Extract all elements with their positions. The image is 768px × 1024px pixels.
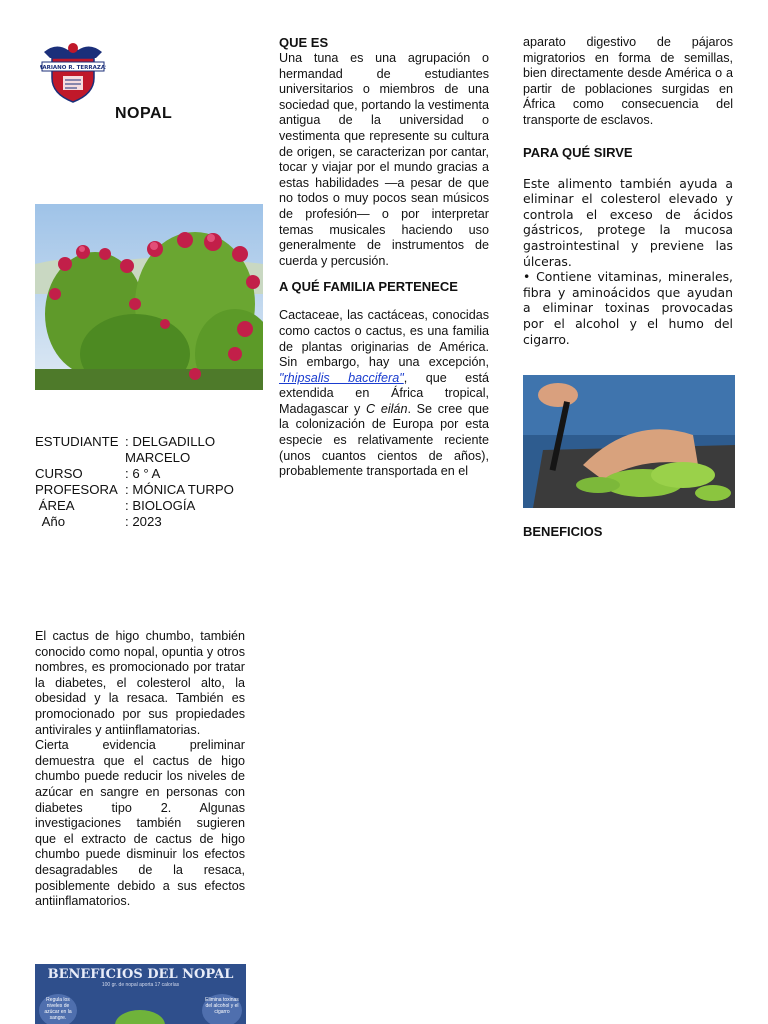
heading-para-que-sirve: PARA QUÉ SIRVE	[523, 144, 633, 160]
poster-title: BENEFICIOS DEL NOPAL	[47, 967, 234, 982]
poster-bubble-right: Elimina toxinas del alcohol y el cigarro	[202, 994, 242, 1024]
intro-paragraph-1: El cactus de higo chumbo, también conocido como nopal, opuntia y otros nombres, es promocionado por tratar la diabetes, el colesterol alto, la obesidad y la resaca. También es promocionado por sus propiedades antivirales y antiinflamatorias.	[35, 629, 245, 737]
heading-que-es: QUE ES	[279, 35, 329, 50]
cactus-photo	[35, 204, 263, 390]
intro-text	[35, 629, 245, 910]
benefits-poster	[35, 964, 246, 1024]
familia-continuation: aparato digestivo de pájaros migratorios en forma de semillas, bien directamente desde América o a partir de poblaciones surgidas en África como consecuencia del transporte de esclavos.	[523, 35, 733, 127]
cutting-nopal-photo	[523, 375, 735, 508]
svg-text:MARIANO R. TERRAZAS: MARIANO R. TERRAZAS	[40, 65, 106, 71]
poster-subtitle: 100 gr. de nopal aporta 17 calorías	[101, 982, 180, 988]
column-3	[523, 35, 733, 347]
poster-nopal-icon	[115, 1010, 165, 1024]
intro-paragraph-2: Cierta evidencia preliminar demuestra que el cactus de higo chumbo puede reducir los niveles de azúcar en sangre en personas con diabetes tipo 2. Algunas investigaciones también sugieren que el extracto de cactus de higo chumbo puede disminuir los efectos desagradables de la resaca, posiblemente debido a sus efectos antiinflamatorios.	[35, 738, 245, 909]
que-es-paragraph: Una tuna es una agrupación o hermandad de estudiantes universitarios o miembros de una sociedad que, portando la vestimenta antigua de la universidad o vestimenta que represente su cultura de origen, se caracterizan por cantar, tocar y viajar por el mundo gracias a estas habilidades —a pesar de que no todos o muy pocos sean músicos de profesión— o por interpretar temas musicales haciendo uso generalmente de instrumentos de cuerda y percusión.	[279, 51, 489, 268]
school-crest-icon	[40, 36, 106, 104]
rhipsalis-link[interactable]: "rhipsalis baccifera"	[279, 370, 404, 385]
heading-beneficios: BENEFICIOS	[523, 524, 603, 539]
column-2	[279, 35, 489, 480]
student-info: ESTUDIANTE : DELGADILLO MARCELO CURSO : 6 ° A PROFESORA : MÓNICA TURPO ÁREA : BIOLOGÍA Año : 2023	[35, 434, 234, 529]
heading-familia: A QUÉ FAMILIA PERTENECE	[279, 279, 458, 295]
familia-paragraph: Cactaceae, las cactáceas, conocidas como cactos o cactus, es una familia de plantas originarias de América. Sin embargo, hay una excepción, "rhipsalis baccifera", que está extendida en África tropical, Madagascar y C eilán. Se cree que la colonización de Europa por esta especie es relativamente reciente (unos cuantos cientos de años), probablemente transportada en el	[279, 308, 489, 479]
poster-bubble-left: Regula los niveles de azúcar en la sangre.	[39, 994, 77, 1024]
page-title: NOPAL	[115, 105, 173, 122]
sirve-bullet: • Contiene vitaminas, minerales, fibra y aminoácidos que ayudan a eliminar toxinas provocadas por el alcohol y el humo del cigarro.	[523, 269, 733, 347]
sirve-paragraph: Este alimento también ayuda a eliminar el colesterol elevado y controla el exceso de ácidos gástricos, protege la mucosa gastrointestinal y previene las úlceras.	[523, 175, 733, 269]
